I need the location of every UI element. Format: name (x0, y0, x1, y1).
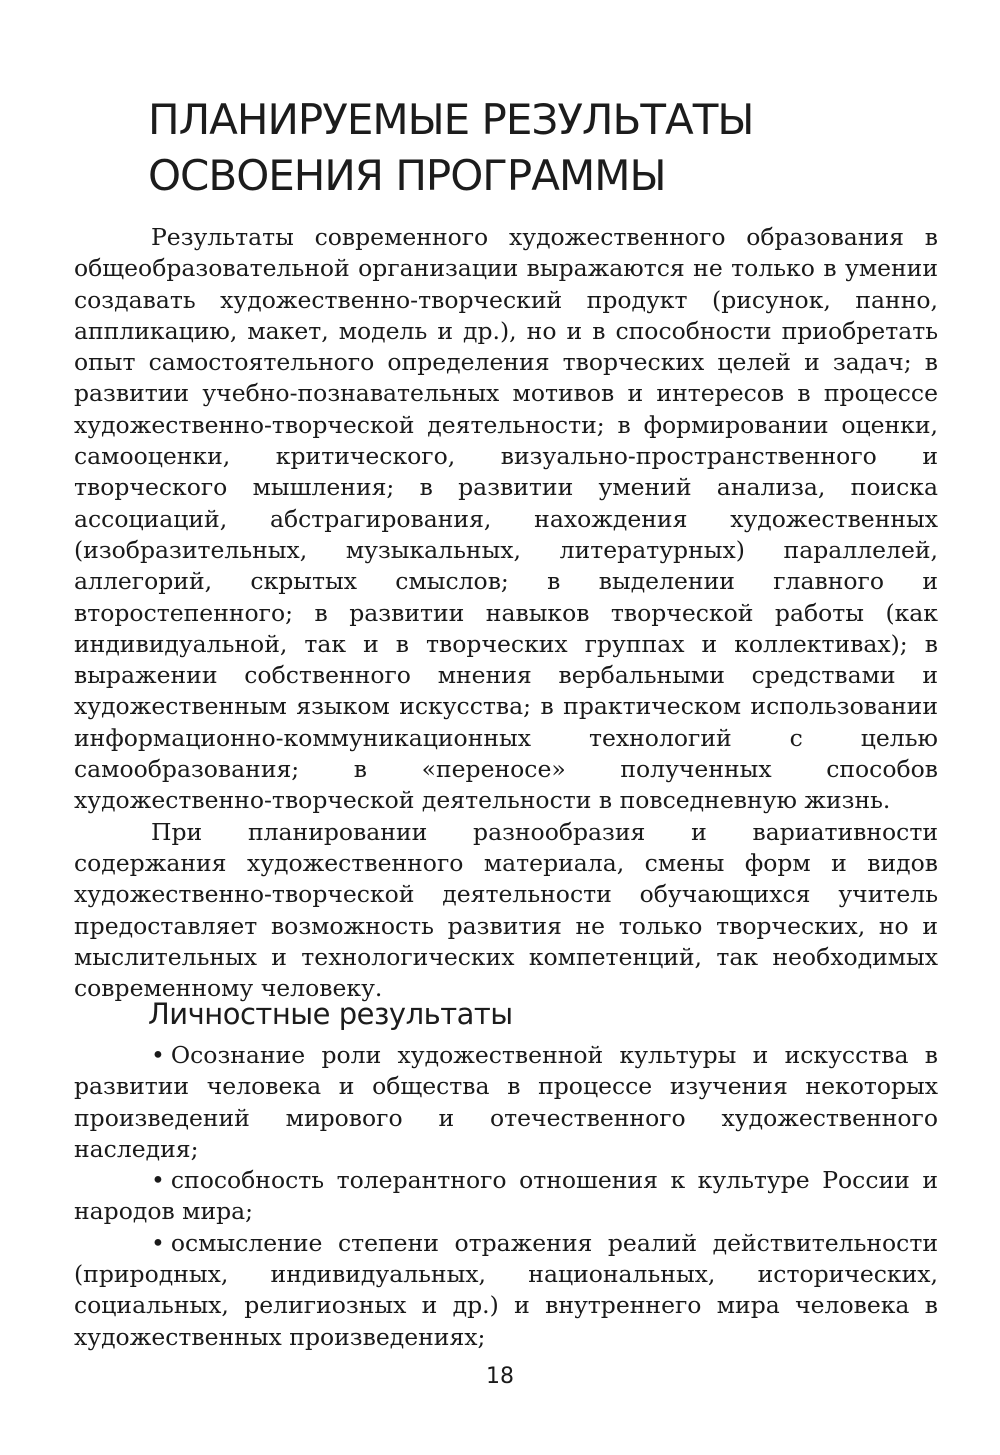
personal-results-list (74, 1040, 938, 1353)
list-item (74, 1165, 938, 1228)
section-subheading: Личностные результаты (148, 997, 513, 1031)
paragraph: При планировании разнообразия и вариативности содержания художественного материала, смены форм и видов художественно-творческой деятельности обучающихся учитель предоставляет возможность развития не только творческих, но и мыслительных и технологических компетенций, так необходимых современному человеку. (74, 817, 938, 1003)
bullet-marker: • (151, 1041, 165, 1069)
intro-text (74, 222, 938, 1004)
bullet-marker: • (151, 1228, 165, 1257)
bullet-marker: • (151, 1166, 165, 1195)
list-item-text: осмысление степени отражения реалий действительности (природных, индивидуальных, национальных, исторических, социальных, религиозных и др.) и внутреннего мира человека в художественных произведениях; (74, 1228, 938, 1351)
page-number: 18 (486, 1364, 514, 1389)
paragraph: Результаты современного художественного образования в общеобразовательной организации выражаются не только в умении создавать художественно-творческий продукт (рисунок, панно, аппликацию, макет, модель и др.), но и в способности приобретать опыт самостоятельного определения творческих целей и задач; в развитии учебно-познавательных мотивов и интересов в процессе художественно-творческой деятельности; в формировании оценки, самооценки, критического, визуально-пространственного и творческого мышления; в развитии умений анализа, поиска ассоциаций, абстрагирования, нахождения художественных (изобразительных, музыкальных, литературных) параллелей, аллегорий, скрытых смыслов; в выделении главного и второстепенного; в развитии навыков творческой работы (как индивидуальной, так и в творческих группах и коллективах); в выражении собственного мнения вербальными средствами и художественным языком искусства; в практическом использовании информационно-коммуникационных технологий с целью самообразования; в «переносе» полученных способов художественно-творческой деятельности в повседневную жизнь. (74, 223, 938, 815)
list-item-text: способность толерантного отношения к культуре России и народов мира; (74, 1166, 938, 1226)
list-item (74, 1228, 938, 1353)
page-title: ПЛАНИРУЕМЫЕ РЕЗУЛЬТАТЫ ОСВОЕНИЯ ПРОГРАММЫ (148, 95, 754, 200)
list-item (74, 1040, 938, 1165)
list-item-text: Осознание роли художественной культуры и искусства в развитии человека и общества в процессе изучения некоторых произведений мирового и отечественного художественного наследия; (74, 1041, 938, 1163)
